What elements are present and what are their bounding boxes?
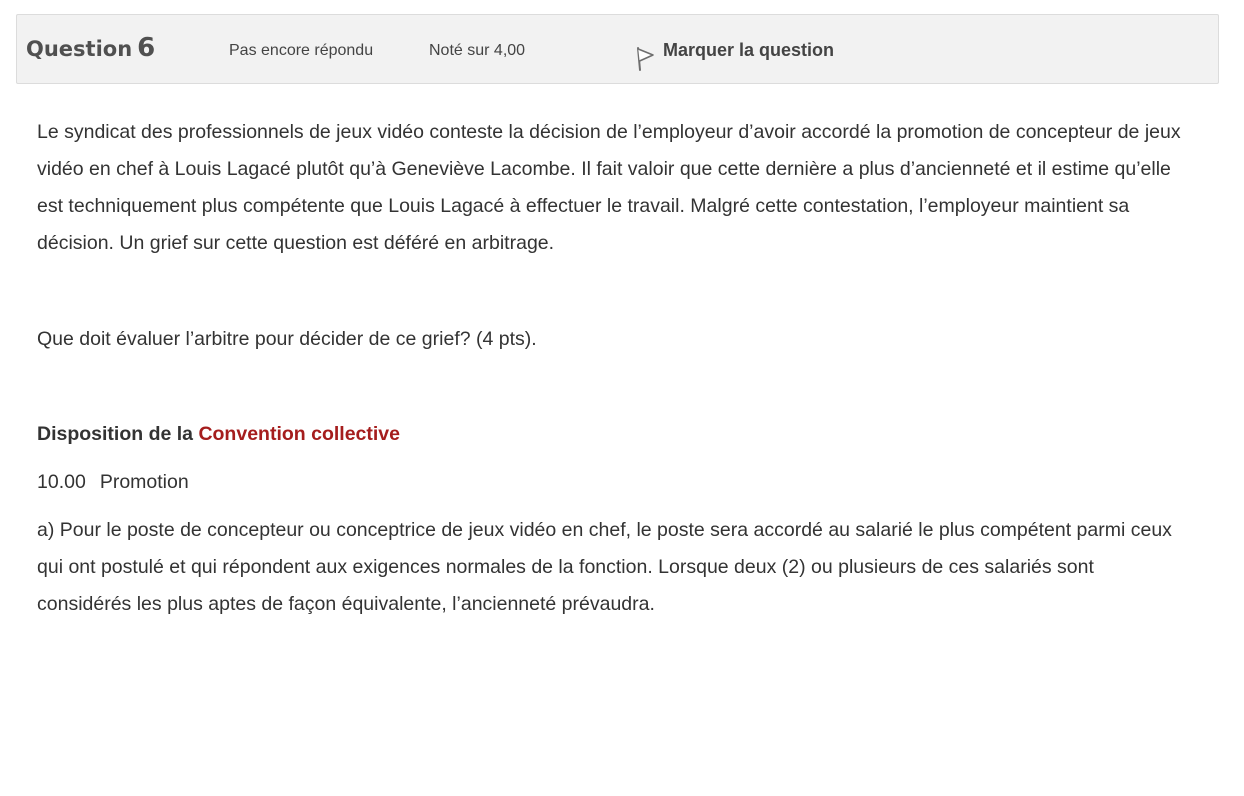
- scenario-paragraph: Le syndicat des professionnels de jeux vidéo conteste la décision de l’employeur d’avoir accordé la promotion de concepteur de jeux vidéo en chef à Louis Lagacé plutôt qu’à Geneviève Lacombe. Il fait valoir que cette dernière a plus d’ancienneté et il estime qu’elle est techniquement plus compétente que Louis Lagacé à effectuer le travail. Malgré cette contestation, l’employeur maintient sa décision. Un grief sur cette question est déféré en arbitrage.: [37, 121, 1181, 254]
- article-heading: [37, 464, 1187, 501]
- question-grade: Noté sur 4,00: [429, 42, 526, 59]
- clause-paragraph: a) Pour le poste de concepteur ou conceptrice de jeux vidéo en chef, le poste sera accordé au salarié le plus compétent parmi ceux qui ont postulé et qui répondent aux exigences normales de la fonction. Lorsque deux (2) ou plusieurs de ces salariés sont considérés les plus aptes de façon équivalente, l’ancienneté prévaudra.: [37, 519, 1172, 615]
- question-prompt: Que doit évaluer l’arbitre pour décider de ce grief? (4 pts).: [37, 328, 537, 350]
- question-label: Question: [26, 37, 133, 61]
- question-text: [37, 114, 1187, 623]
- flag-question-label[interactable]: Marquer la question: [663, 40, 835, 60]
- disposition-heading: [37, 416, 1187, 453]
- article-number: 10.00: [37, 471, 86, 493]
- disposition-prefix: Disposition de la: [37, 423, 199, 445]
- flag-icon[interactable]: [635, 46, 657, 72]
- question-state: Pas encore répondu: [229, 42, 374, 59]
- question-info-bar: [16, 14, 1219, 84]
- flag-question-button[interactable]: [635, 40, 834, 70]
- article-title: Promotion: [99, 471, 189, 493]
- question-number: 6: [137, 33, 156, 63]
- question-number-heading: [26, 33, 155, 63]
- disposition-highlight: Convention collective: [198, 423, 400, 445]
